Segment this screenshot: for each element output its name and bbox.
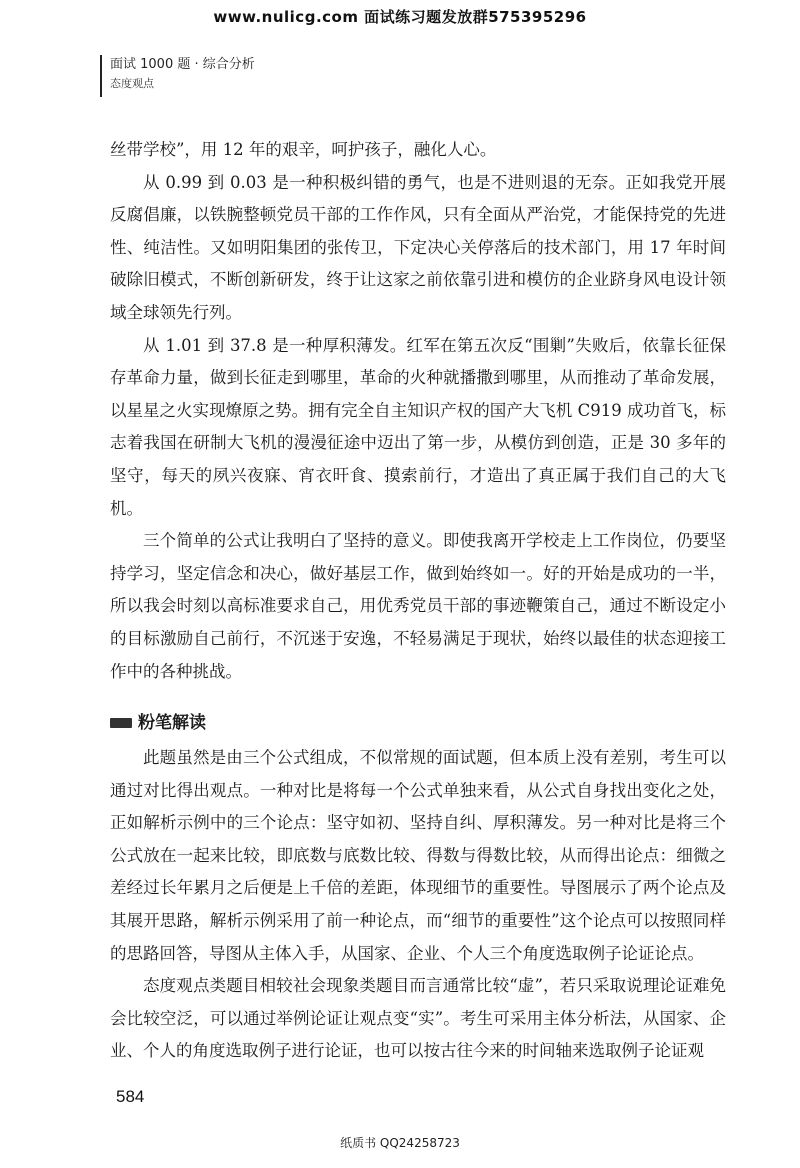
paragraph-continued: 丝带学校”，用 12 年的艰辛，呵护孩子，融化人心。 <box>110 140 497 159</box>
page-body <box>110 134 726 1068</box>
book-title: 面试 1000 题 · 综合分析 <box>110 57 255 72</box>
analysis-paragraph: 态度观点类题目相较社会现象类题目而言通常比较“虚”，若只采取说理论证难免会比较空泛，可以通过举例论证让观点变“实”。考生可采用主体分析法，从国家、企业、个人的角度选取例子进行论证，也可以按古往今来的时间轴来选取例子论证观 <box>110 976 726 1061</box>
chalk-badge-icon <box>110 718 132 728</box>
paragraph: 从 0.99 到 0.03 是一种积极纠错的勇气，也是不进则退的无奈。正如我党开展反腐倡廉，以铁腕整顿党员干部的工作作风，只有全面从严治党，才能保持党的先进性、纯洁性。又如明阳集团的张传卫，下定决心关停落后的技术部门，用 17 年时间破除旧模式，不断创新研发，终于让这家之前依靠引进和模仿的企业跻身风电设计领域全球领先行列。 <box>110 172 726 322</box>
footer-note: 纸质书 QQ24258723 <box>340 1136 460 1150</box>
page-number: 584 <box>116 1087 145 1106</box>
section-name: 态度观点 <box>110 77 154 90</box>
paragraph: 三个简单的公式让我明白了坚持的意义。即使我离开学校走上工作岗位，仍要坚持学习，坚定信念和决心，做好基层工作，做到始终如一。好的开始是成功的一半，所以我会时刻以高标准要求自己，用优秀党员干部的事迹鞭策自己，通过不断设定小的目标激励自己前行，不沉迷于安逸，不轻易满足于现状，始终以最佳的状态迎接工作中的各种挑战。 <box>110 531 726 681</box>
analysis-heading <box>110 708 726 738</box>
running-header <box>100 55 255 97</box>
paragraph: 从 1.01 到 37.8 是一种厚积薄发。红军在第五次反“围剿”失败后，依靠长征保存革命力量，做到长征走到哪里，革命的火种就播撒到哪里，从而推动了革命发展，以星星之火实现燎原之势。拥有完全自主知识产权的国产大飞机 C919 成功首飞，标志着我国在研制大飞机的漫漫征途中迈出了第一步，从模仿到创造，正是 30 多年的坚守，每天的夙兴夜寐、宵衣旰食、摸索前行，才造出了真正属于我们自己的大飞机。 <box>110 335 726 518</box>
watermark-banner: www.nulicg.com 面试练习题发放群575395296 <box>213 8 587 26</box>
analysis-title: 粉笔解读 <box>138 713 206 734</box>
analysis-paragraph: 此题虽然是由三个公式组成，不似常规的面试题，但本质上没有差别，考生可以通过对比得出观点。一种对比是将每一个公式单独来看，从公式自身找出变化之处，正如解析示例中的三个论点：坚守如初、坚持自纠、厚积薄发。另一种对比是将三个公式放在一起来比较，即底数与底数比较、得数与得数比较，从而得出论点：细微之差经过长年累月之后便是上千倍的差距，体现细节的重要性。导图展示了两个论点及其展开思路，解析示例采用了前一种论点，而“细节的重要性”这个论点可以按照同样的思路回答，导图从主体入手，从国家、企业、个人三个角度选取例子论证论点。 <box>110 748 726 963</box>
